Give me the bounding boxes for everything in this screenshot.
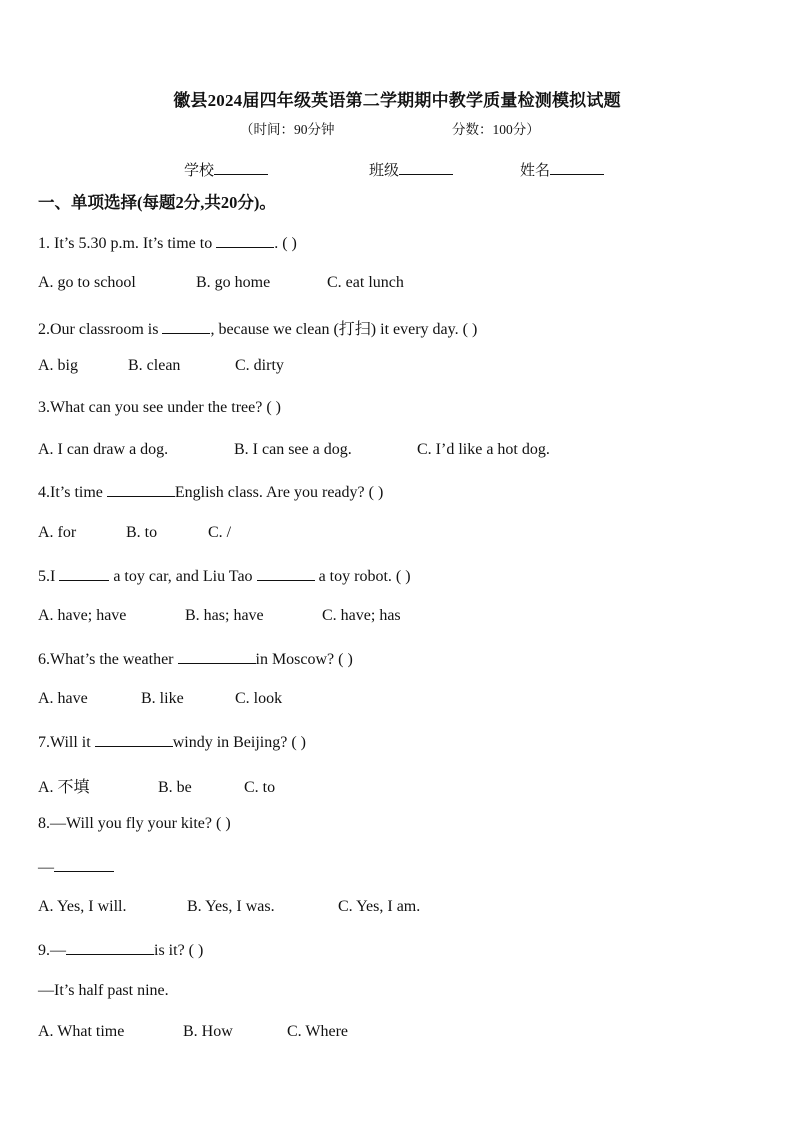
- question-1-stem-end: . ( ): [274, 235, 297, 252]
- page-title: 徽县2024届四年级英语第二学期期中教学质量检测模拟试题: [173, 91, 621, 110]
- question-4: [38, 482, 383, 502]
- option-b: B. to: [126, 524, 158, 541]
- question-1-stem: 1. It’s 5.30 p.m. It’s time to: [38, 235, 217, 252]
- question-8-answer: [38, 857, 114, 877]
- answer-blank[interactable]: [59, 566, 109, 581]
- option-b: B. clean: [128, 357, 181, 374]
- time-limit: （时间：90分钟: [240, 122, 335, 137]
- question-6-stem-end: in Moscow? ( ): [255, 651, 353, 668]
- question-9-options: [38, 1023, 348, 1041]
- question-9-stem-end: is it? ( ): [154, 942, 204, 959]
- name-field: [520, 159, 604, 180]
- question-9-reply: [38, 982, 169, 1000]
- class-blank[interactable]: [399, 160, 453, 175]
- option-a: A. big: [38, 357, 78, 374]
- question-1: [38, 233, 297, 253]
- option-c: C. to: [244, 779, 276, 796]
- option-a: A. I can draw a dog.: [38, 441, 169, 458]
- option-a: A. go to school: [38, 274, 136, 291]
- question-9: [38, 940, 203, 960]
- option-b: B. go home: [196, 274, 271, 291]
- answer-blank[interactable]: [216, 233, 274, 248]
- question-1-options: [38, 274, 404, 292]
- option-a: A. What time: [38, 1023, 125, 1040]
- answer-blank[interactable]: [107, 482, 175, 497]
- school-label: 学校: [184, 163, 215, 179]
- question-6: [38, 649, 353, 669]
- name-label: 姓名: [520, 163, 551, 179]
- class-field: [369, 159, 453, 180]
- option-a: A. have: [38, 690, 88, 707]
- answer-blank[interactable]: [54, 857, 114, 872]
- option-c: C. have; has: [322, 607, 401, 624]
- question-3: [38, 399, 281, 417]
- question-5-options: [38, 607, 401, 625]
- answer-blank[interactable]: [95, 732, 173, 747]
- question-2: [38, 316, 477, 339]
- question-9-stem: 9.—: [38, 942, 66, 959]
- question-3-stem: 3.What can you see under the tree? ( ): [38, 399, 281, 416]
- question-5-stem-end: a toy robot. ( ): [314, 568, 411, 585]
- name-blank[interactable]: [550, 160, 604, 175]
- option-c: C. /: [208, 524, 232, 541]
- option-b: B. like: [141, 690, 184, 707]
- option-c: C. Where: [287, 1023, 349, 1040]
- school-field: [184, 159, 268, 180]
- option-b: B. I can see a dog.: [234, 441, 352, 458]
- question-5: [38, 566, 411, 586]
- question-7-stem: 7.Will it: [38, 734, 95, 751]
- option-b: B. How: [183, 1023, 233, 1040]
- option-b: B. be: [158, 779, 192, 796]
- option-b: B. has; have: [185, 607, 264, 624]
- option-a: A. have; have: [38, 607, 127, 624]
- question-4-stem: 4.It’s time: [38, 484, 107, 501]
- question-4-stem-end: English class. Are you ready? ( ): [174, 484, 384, 501]
- question-7: [38, 732, 306, 752]
- option-b: B. Yes, I was.: [187, 898, 275, 915]
- class-label: 班级: [369, 163, 400, 179]
- school-blank[interactable]: [214, 160, 268, 175]
- question-6-options: [38, 690, 282, 708]
- answer-blank[interactable]: [66, 940, 154, 955]
- option-c: C. look: [235, 690, 283, 707]
- question-4-options: [38, 524, 231, 542]
- question-3-options: [38, 441, 550, 459]
- total-score: 分数：100分）: [452, 122, 540, 137]
- question-5-stem-mid: a toy car, and Liu Tao: [109, 568, 257, 585]
- question-8: [38, 815, 231, 833]
- reply-text: —It’s half past nine.: [38, 982, 169, 999]
- question-2-options: [38, 357, 284, 375]
- section-heading: 一、单项选择(每题2分,共20分)。: [38, 193, 276, 212]
- option-c: C. Yes, I am.: [338, 898, 421, 915]
- answer-blank[interactable]: [162, 319, 210, 334]
- question-5-stem: 5.I: [38, 568, 60, 585]
- question-7-stem-end: windy in Beijing? ( ): [172, 734, 306, 751]
- answer-blank[interactable]: [257, 566, 315, 581]
- question-2-stem: 2.Our classroom is: [38, 321, 163, 338]
- option-c: C. dirty: [235, 357, 284, 374]
- question-8-options: [38, 898, 420, 916]
- dash: —: [38, 859, 54, 876]
- answer-blank[interactable]: [178, 649, 256, 664]
- option-c: C. I’d like a hot dog.: [417, 441, 550, 458]
- question-8-stem: 8.—Will you fly your kite? ( ): [38, 815, 231, 832]
- option-a: A. 不填: [38, 779, 90, 796]
- question-6-stem: 6.What’s the weather: [38, 651, 178, 668]
- question-2-stem-end: , because we clean (打扫) it every day. ( ): [210, 321, 478, 338]
- option-a: A. for: [38, 524, 77, 541]
- option-c: C. eat lunch: [327, 274, 404, 291]
- option-a: A. Yes, I will.: [38, 898, 127, 915]
- question-7-options: [38, 774, 275, 797]
